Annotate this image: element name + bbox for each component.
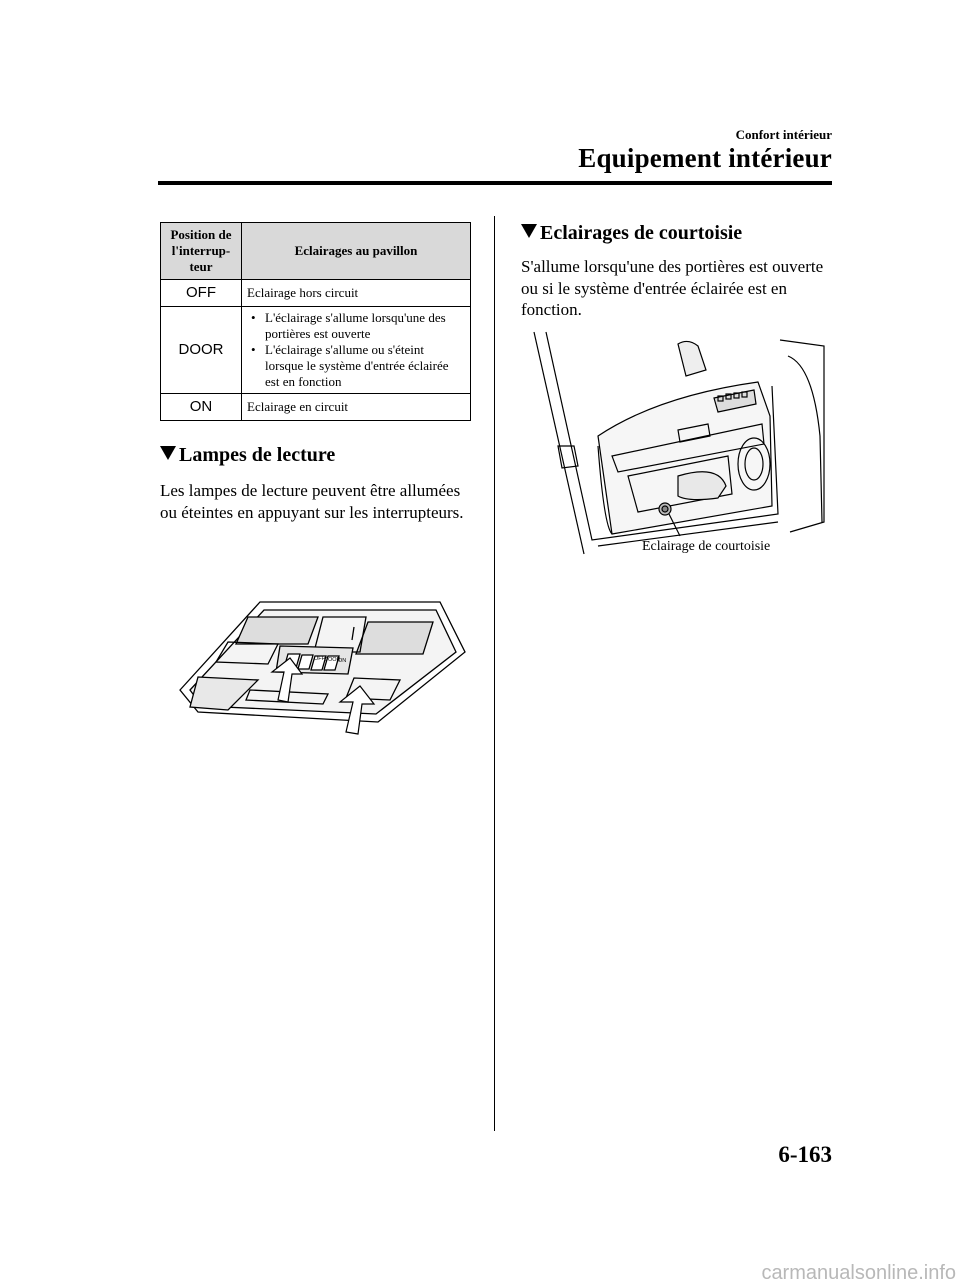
- header-section-label: Confort intérieur: [735, 127, 832, 142]
- reading-lamps-title-text: Lampes de lecture: [179, 444, 336, 466]
- triangle-bullet-icon: [160, 446, 176, 460]
- header-rule: [158, 181, 832, 185]
- figure-label-off: OFF: [314, 656, 325, 662]
- table-row: [161, 394, 471, 421]
- description-door: [242, 307, 471, 394]
- courtesy-lights-text: S'allume lorsqu'une des portières est ouverte ou si le système d'entrée éclairée est en fonction.: [521, 257, 824, 319]
- header-title: Equipement intérieur: [578, 143, 832, 173]
- courtesy-lights-title: [521, 222, 742, 245]
- courtesy-light-caption: Eclairage de courtoisie: [642, 539, 771, 554]
- triangle-bullet-icon: [521, 224, 537, 238]
- overhead-console-illustration: [178, 582, 468, 744]
- table-header-lights: Eclairages au pavillon: [242, 223, 471, 280]
- figure-label-door: DOOR: [324, 657, 341, 663]
- table-row: [161, 307, 471, 394]
- column-divider: [494, 216, 495, 1131]
- position-off: OFF: [161, 280, 242, 307]
- position-on: ON: [161, 394, 242, 421]
- page-number: 6-163: [778, 1142, 832, 1167]
- list-item: • L'éclairage s'allume lorsqu'une des portières est ouverte: [265, 310, 465, 342]
- position-door: DOOR: [161, 307, 242, 394]
- switch-position-table: [160, 222, 471, 421]
- table-header-position: Position de l'interrup-teur: [161, 223, 242, 280]
- reading-lamps-title: [160, 444, 335, 467]
- figure-label-on: ON: [338, 658, 347, 664]
- table-header-row: [161, 223, 471, 280]
- courtesy-lights-title-text: Eclairages de courtoisie: [540, 222, 743, 244]
- door-panel-illustration: [528, 326, 828, 556]
- description-on: Eclairage en circuit: [242, 394, 471, 421]
- description-off: Eclairage hors circuit: [242, 280, 471, 307]
- reading-lamps-text: Les lampes de lecture peuvent être allumées ou éteintes en appuyant sur les interrupteurs.: [160, 481, 464, 522]
- list-item: • L'éclairage s'allume ou s'éteint lorsque le système d'entrée éclairée est en fonction: [265, 342, 465, 390]
- watermark: carmanualsonline.info: [761, 1262, 956, 1284]
- table-row: [161, 280, 471, 307]
